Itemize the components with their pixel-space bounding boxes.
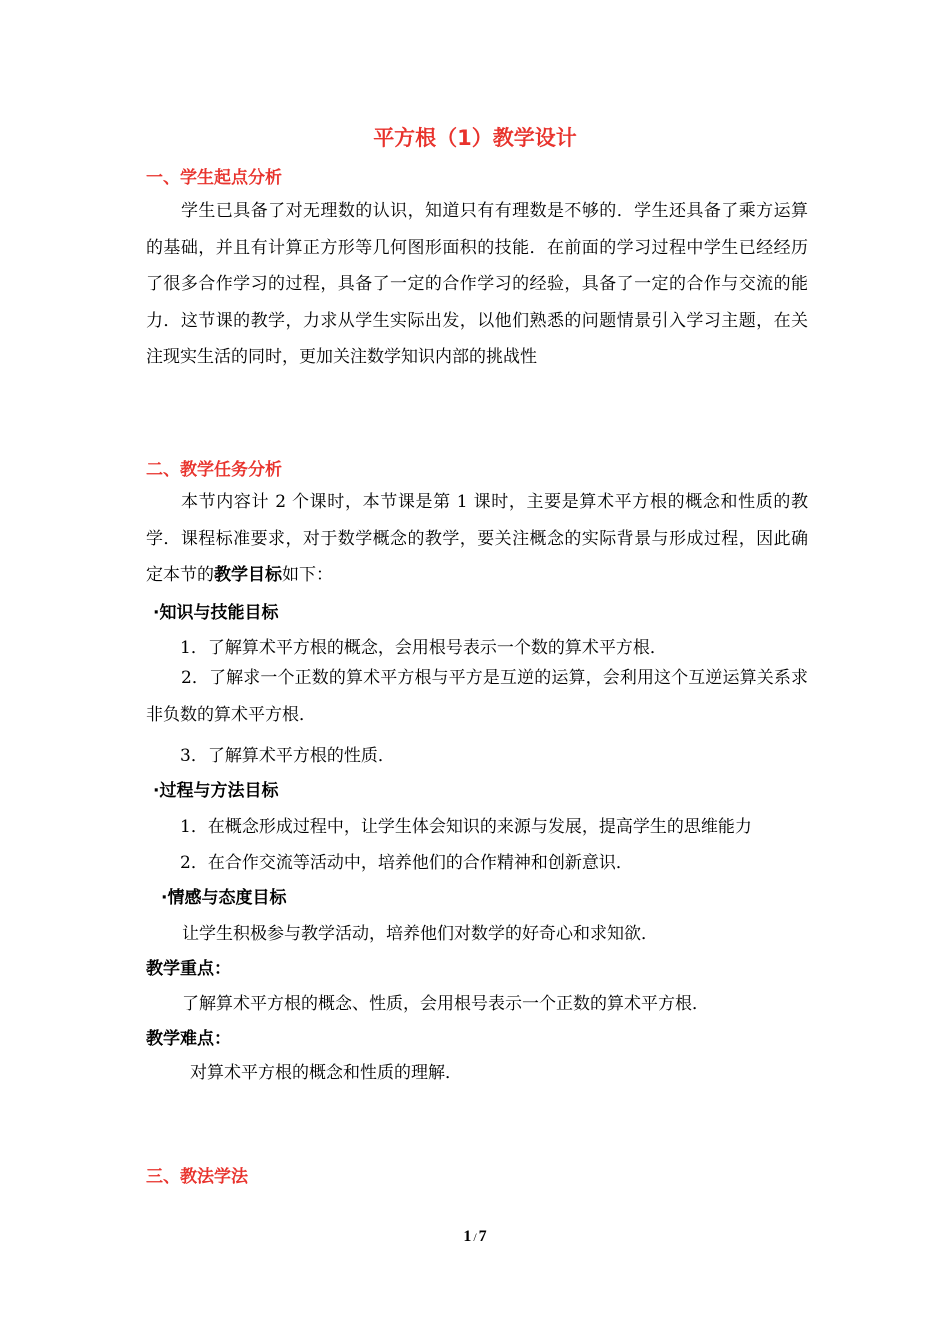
section-heading-task-analysis: 二、教学任务分析 xyxy=(146,460,282,480)
task-analysis-paragraph xyxy=(146,484,808,594)
knowledge-item-2: 2．了解求一个正数的算术平方根与平方是互逆的运算，会利用这个互逆运算关系求非负数的算术平方根． xyxy=(146,668,808,725)
knowledge-skills-heading: ·知识与技能目标 xyxy=(153,603,279,623)
process-item-1: 1．在概念形成过程中，让学生体会知识的来源与发展，提高学生的思维能力 xyxy=(180,817,752,837)
total-pages: 7 xyxy=(478,1228,487,1245)
knowledge-item-1: 1．了解算术平方根的概念，会用根号表示一个数的算术平方根． xyxy=(180,638,667,658)
emotion-attitude-heading: ·情感与态度目标 xyxy=(161,888,287,908)
knowledge-item-3: 3．了解算术平方根的性质． xyxy=(180,746,395,766)
page-number xyxy=(0,1228,950,1246)
teaching-goals-bold: 教学目标 xyxy=(214,565,282,585)
process-item-2: 2．在合作交流等活动中，培养他们的合作精神和创新意识． xyxy=(180,853,633,873)
current-page: 1 xyxy=(463,1228,472,1245)
key-point-heading: 教学重点： xyxy=(146,959,231,979)
section-heading-methods: 三、教法学法 xyxy=(146,1167,248,1187)
key-point-text: 了解算术平方根的概念、性质，会用根号表示一个正数的算术平方根． xyxy=(182,994,709,1014)
task-intro-suffix: 如下： xyxy=(282,565,333,585)
difficulty-text: 对算术平方根的概念和性质的理解． xyxy=(190,1063,462,1083)
task-intro-text: 本节内容计 2 个课时，本节课是第 1 课时，主要是算术平方根的概念和性质的教学．课程标准要求，对于数学概念的教学，要关注概念的实际背景与形成过程，因此确定本节的 xyxy=(146,492,808,585)
emotion-item-1: 让学生积极参与教学活动，培养他们对数学的好奇心和求知欲． xyxy=(182,924,658,944)
process-methods-heading: ·过程与方法目标 xyxy=(153,781,279,801)
difficulty-heading: 教学难点： xyxy=(146,1029,231,1049)
section-heading-student-analysis: 一、学生起点分析 xyxy=(146,168,282,188)
page-separator: / xyxy=(473,1230,477,1244)
student-analysis-paragraph: 学生已具备了对无理数的认识，知道只有有理数是不够的．学生还具备了乘方运算的基础，并且有计算正方形等几何图形面积的技能．在前面的学习过程中学生已经经历了很多合作学习的过程，具备了一定的合作学习的经验，具备了一定的合作与交流的能力．这节课的教学，力求从学生实际出发，以他们熟悉的问题情景引入学习主题，在关注现实生活的同时，更加关注数学知识内部的挑战性 xyxy=(146,201,808,367)
document-title: 平方根（1）教学设计 xyxy=(373,126,577,150)
